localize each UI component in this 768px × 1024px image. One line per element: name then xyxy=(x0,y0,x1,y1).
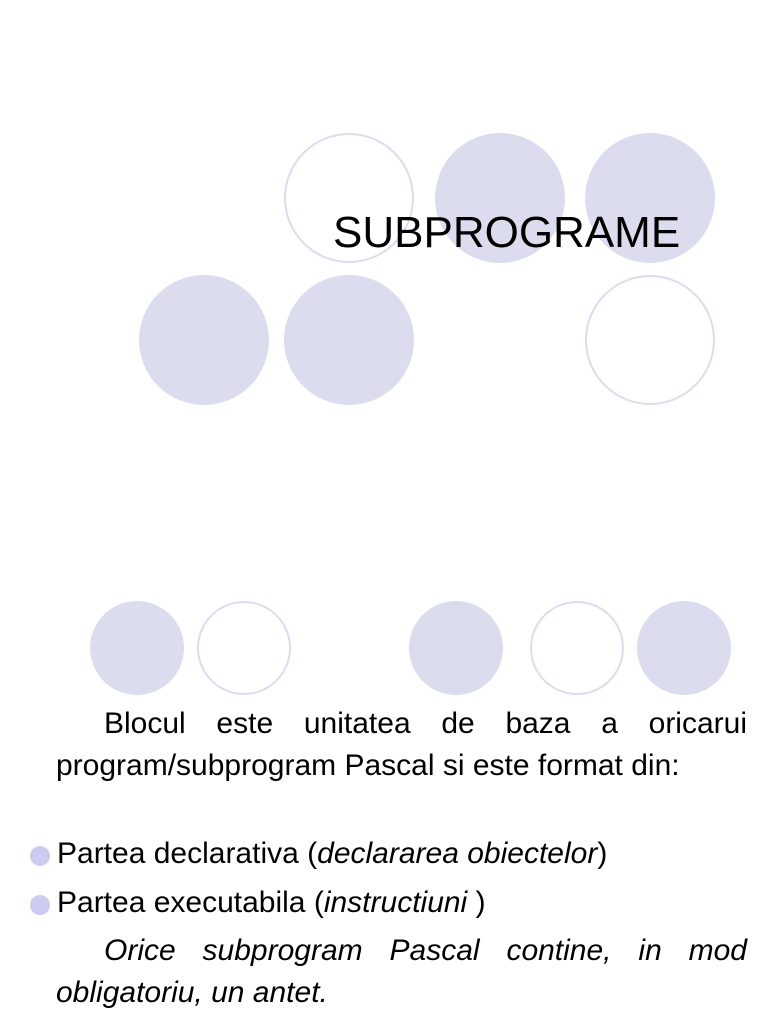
note-paragraph: Orice subprogram Pascal contine, in mod obligatoriu, un antet. xyxy=(56,934,747,1009)
circle-filled-bottom-3 xyxy=(409,601,503,695)
bullet-text: Partea executabila (instructiuni ) xyxy=(57,886,486,919)
circle-outline-mid-3 xyxy=(585,275,715,405)
circle-filled-bottom-1 xyxy=(90,601,184,695)
intro-paragraph: Blocul este unitatea de baza a oricarui program/subprogram Pascal si este format din: xyxy=(56,707,747,782)
circle-outline-bottom-4 xyxy=(530,601,624,695)
bullet-text: Partea declarativa (declararea obiectelor) xyxy=(57,837,608,870)
circle-filled-bottom-5 xyxy=(637,601,731,695)
circle-outline-bottom-2 xyxy=(197,601,291,695)
bullet-dot-icon xyxy=(30,846,50,866)
bullet-dot-icon xyxy=(30,895,50,915)
circle-filled-mid-2 xyxy=(284,275,414,405)
slide-title: SUBPROGRAME xyxy=(333,208,681,257)
circle-filled-mid-1 xyxy=(139,275,269,405)
